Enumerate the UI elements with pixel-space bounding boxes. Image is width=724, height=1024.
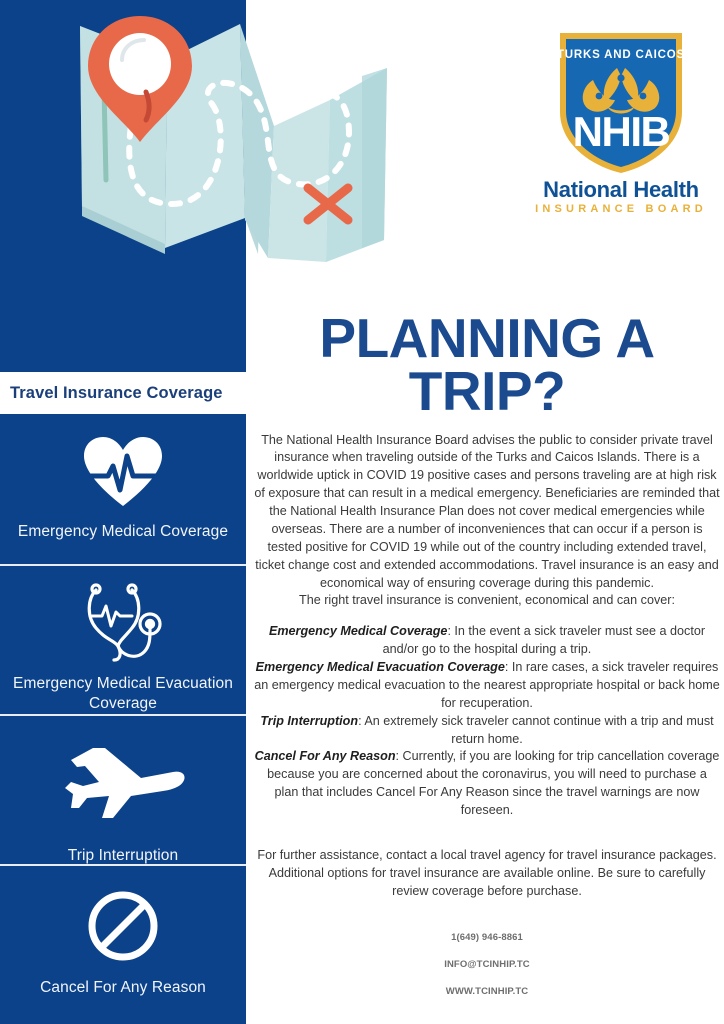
coverage-item-cancel-any-reason[interactable] (0, 866, 246, 996)
nhib-shield-icon (555, 28, 687, 176)
closing-text-block (250, 847, 724, 901)
coverage-item-label: Cancel For Any Reason (40, 979, 206, 996)
coverage-term: Cancel For Any Reason (254, 749, 396, 764)
coverage-text: : Currently, if you are looking for trip cancellation coverage because you are concerned about the coronavirus, you will need to purchase a plan that includes Cancel For Any Reason since the travel warnings are now foreseen. (267, 749, 720, 818)
shield-top-text: TURKS AND CAICOS (556, 49, 686, 61)
coverage-item-label: Emergency Medical Evacuation Coverage (13, 675, 233, 712)
coverage-item-emergency-medical[interactable] (0, 414, 246, 564)
coverage-desc-medical-evacuation (254, 659, 720, 713)
logo-subtitle: INSURANCE BOARD (535, 203, 707, 216)
heart-pulse-icon (82, 436, 164, 508)
nhib-logo (527, 28, 715, 220)
contact-phone[interactable]: 1(649) 946-8861 (451, 932, 523, 943)
coverage-desc-emergency-medical (254, 623, 720, 659)
coverage-item-label: Emergency Medical Coverage (17, 523, 229, 540)
page-title: PLANNING A TRIP? (319, 307, 655, 422)
contact-email[interactable]: INFO@TCINHIP.TC (444, 959, 530, 970)
coverage-text: : In rare cases, a sick traveler requires an emergency medical evacuation to the nearest appropriate hospital or back home for recuperation. (254, 660, 720, 710)
coverage-item-medical-evacuation[interactable] (0, 566, 246, 714)
contact-footer (250, 932, 724, 1013)
coverage-sidebar (0, 372, 246, 1024)
coverage-text: : In the event a sick traveler must see a doctor and/or go to the hospital during a trip. (382, 624, 706, 657)
closing-paragraph: For further assistance, contact a local travel agency for travel insurance packages. Additional options for travel insurance are available online. Be sure to carefully review coverage before purchase. (257, 847, 717, 898)
coverage-desc-cancel-any-reason (254, 748, 720, 820)
coverage-item-label: Trip Interruption (67, 847, 179, 864)
intro-paragraph: The National Health Insurance Board advises the public to consider private travel insurance when traveling outside of the Turks and Caicos Islands. There is a worldwide uptick in COVID 19 positive cases and persons traveling are at high risk of exposure that can result in a medical emergency. Beneficiaries are reminded that the National Health Insurance Plan does not cover medical emergencies while overseas. There are a number of inconveniences that can occur if a person is tested positive for COVID 19 while out of the country including extended travel, ticket change cost and extended accommodations. Travel insurance is an easy and economical way of ensuring coverage during this pandemic. (254, 432, 720, 590)
coverage-text: : An extremely sick traveler cannot continue with a trip and must return home. (358, 713, 714, 746)
coverage-term: Trip Interruption (260, 713, 359, 728)
lead-in-line: The right travel insurance is convenient, economical and can cover: (299, 593, 675, 608)
coverage-desc-trip-interruption (254, 713, 720, 749)
coverage-item-trip-interruption[interactable] (0, 716, 246, 864)
no-entry-icon (87, 890, 159, 962)
logo-name: National Health (543, 177, 699, 202)
sidebar-title-band (0, 372, 246, 414)
shield-acronym: NHIB (572, 108, 670, 155)
sidebar-title: Travel Insurance Coverage (10, 383, 223, 402)
stethoscope-icon (80, 582, 166, 664)
intro-text-block (250, 432, 724, 611)
contact-website[interactable]: WWW.TCINHIP.TC (445, 986, 529, 997)
folded-map-illustration (62, 8, 407, 270)
airplane-icon (57, 744, 189, 820)
coverage-term: Emergency Medical Coverage (268, 624, 448, 639)
main-content (250, 300, 724, 901)
coverage-term: Emergency Medical Evacuation Coverage (255, 660, 505, 675)
coverage-descriptions (250, 623, 724, 820)
